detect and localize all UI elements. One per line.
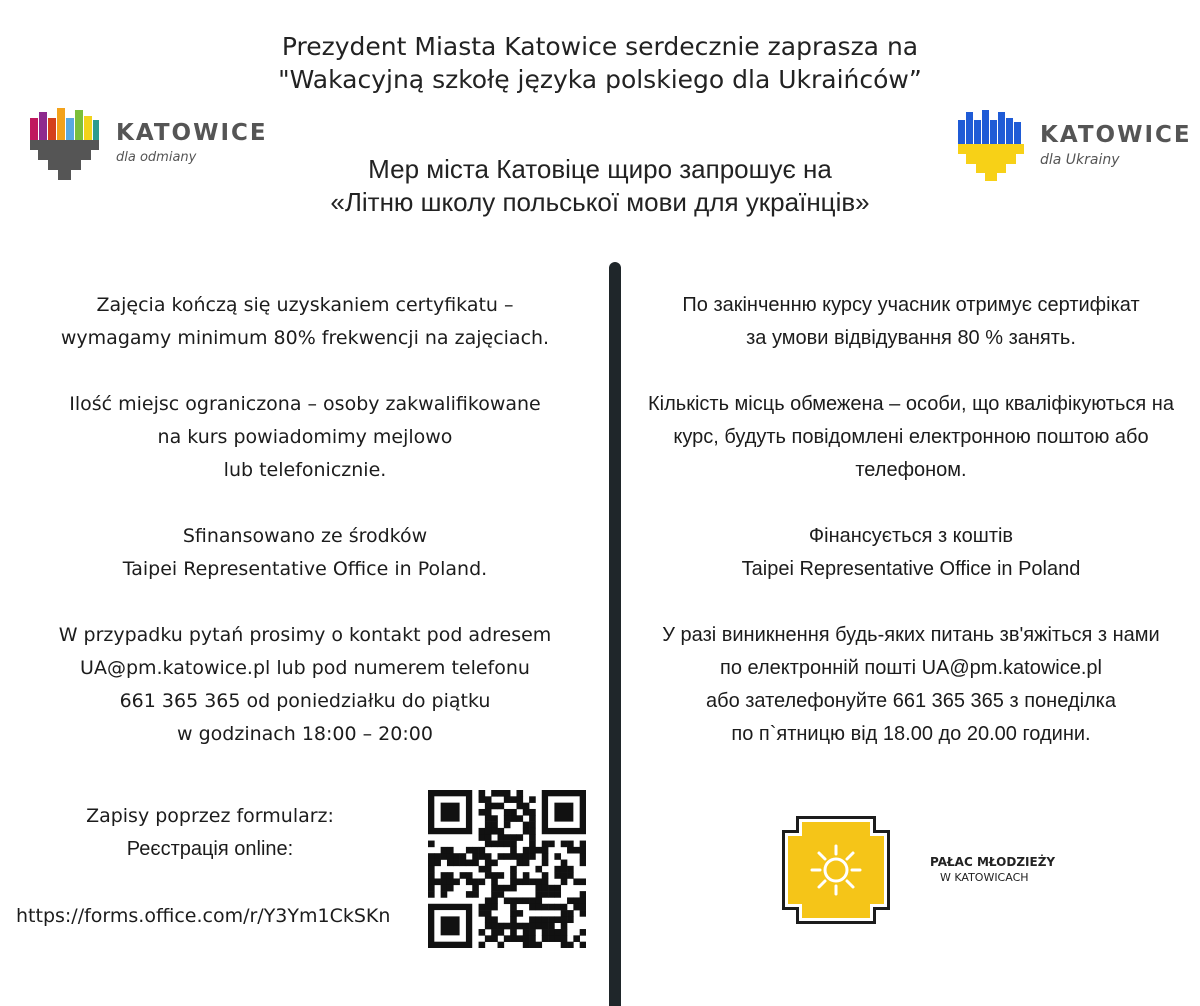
qr-code[interactable]	[428, 790, 586, 948]
text-line: за умови відвідування 80 % занять.	[746, 327, 1076, 349]
signup-label-ua: Реєстрація online:	[126, 838, 294, 860]
text-line: 661 365 365 od poniedziałku do piątku	[119, 690, 491, 712]
katowice-colorful-crown-icon	[30, 108, 106, 182]
signup-block	[60, 800, 360, 866]
certificate-paragraph	[622, 289, 1200, 355]
logo-wordmark: KATOWICE	[1040, 122, 1192, 148]
logo-wordmark: KATOWICE	[116, 120, 268, 146]
text-line: W przypadku pytań prosimy o kontakt pod adresem	[58, 624, 552, 646]
text-line: Taipei Representative Office in Poland.	[122, 558, 488, 580]
column-divider	[609, 262, 621, 1006]
signup-label-pl: Zapisy poprzez formularz:	[86, 805, 334, 827]
text-line: lub telefonicznie.	[223, 459, 387, 481]
text-line: UA@pm.katowice.pl lub pod numerem telefonu	[80, 657, 530, 679]
text-line: Zajęcia kończą się uzyskaniem certyfikatu –	[96, 294, 514, 316]
text-line: Фінансується з коштів	[808, 525, 1014, 547]
text-line: або зателефонуйте 661 365 365 з понеділка	[706, 690, 1116, 712]
logo-tagline: dla odmiany	[116, 150, 197, 165]
contact-paragraph	[622, 619, 1200, 751]
pl-heading-line: Prezydent Miasta Katowice serdecznie zaprasza na	[281, 32, 919, 61]
text-line: по електронній пошті UA@pm.katowice.pl	[720, 657, 1102, 679]
ua-heading-line: Мер міста Катовіце щиро запрошує на	[368, 154, 832, 184]
katowice-logo-right	[958, 108, 1192, 182]
certificate-paragraph	[10, 289, 600, 355]
katowice-blue-yellow-crown-icon	[958, 108, 1028, 182]
text-line: По закінченню курсу учасник отримує сертифікат	[682, 294, 1140, 316]
text-line: по п`ятницю від 18.00 до 20.00 години.	[731, 723, 1091, 745]
palac-city: W KATOWICACH	[940, 871, 1029, 884]
katowice-logo-left	[30, 108, 268, 182]
funding-paragraph	[10, 520, 600, 586]
text-line: Taipei Representative Office in Poland	[741, 558, 1081, 580]
ukrainian-info-column	[622, 289, 1200, 784]
signup-form-link[interactable]: https://forms.office.com/r/Y3Ym1CkSKn	[16, 905, 391, 927]
text-line: телефоном.	[855, 459, 967, 481]
ukrainian-invitation-heading	[190, 153, 1010, 219]
text-line: Sfinansowano ze środków	[182, 525, 428, 547]
text-line: У разі виникнення будь-яких питань зв'яжіться з нами	[662, 624, 1160, 646]
contact-paragraph	[10, 619, 600, 751]
text-line: w godzinach 18:00 – 20:00	[177, 723, 433, 745]
palac-mlodziezy-logo	[782, 816, 890, 924]
text-line: курс, будуть повідомлені електронною поштою або	[673, 426, 1149, 448]
palac-name: PAŁAC MŁODZIEŻY	[930, 855, 1056, 869]
ua-heading-line: «Літню школу польської мови для українців»	[330, 187, 870, 217]
funding-paragraph	[622, 520, 1200, 586]
text-line: Ilość miejsc ograniczona – osoby zakwalifikowane	[69, 393, 541, 415]
text-line: na kurs powiadomimy mejlowo	[157, 426, 453, 448]
sun-emblem-icon	[782, 816, 890, 924]
pl-heading-line: "Wakacyjną szkołę języka polskiego dla Ukraińców”	[278, 65, 922, 94]
polish-info-column	[10, 289, 600, 784]
text-line: Кількість місць обмежена – особи, що кваліфікуються на	[648, 393, 1174, 415]
qr-code-icon	[428, 790, 586, 948]
polish-invitation-heading	[190, 30, 1010, 96]
places-paragraph	[622, 388, 1200, 487]
logo-tagline: dla Ukrainy	[1040, 152, 1120, 168]
places-paragraph	[10, 388, 600, 487]
text-line: wymagamy minimum 80% frekwencji na zajęciach.	[60, 327, 550, 349]
